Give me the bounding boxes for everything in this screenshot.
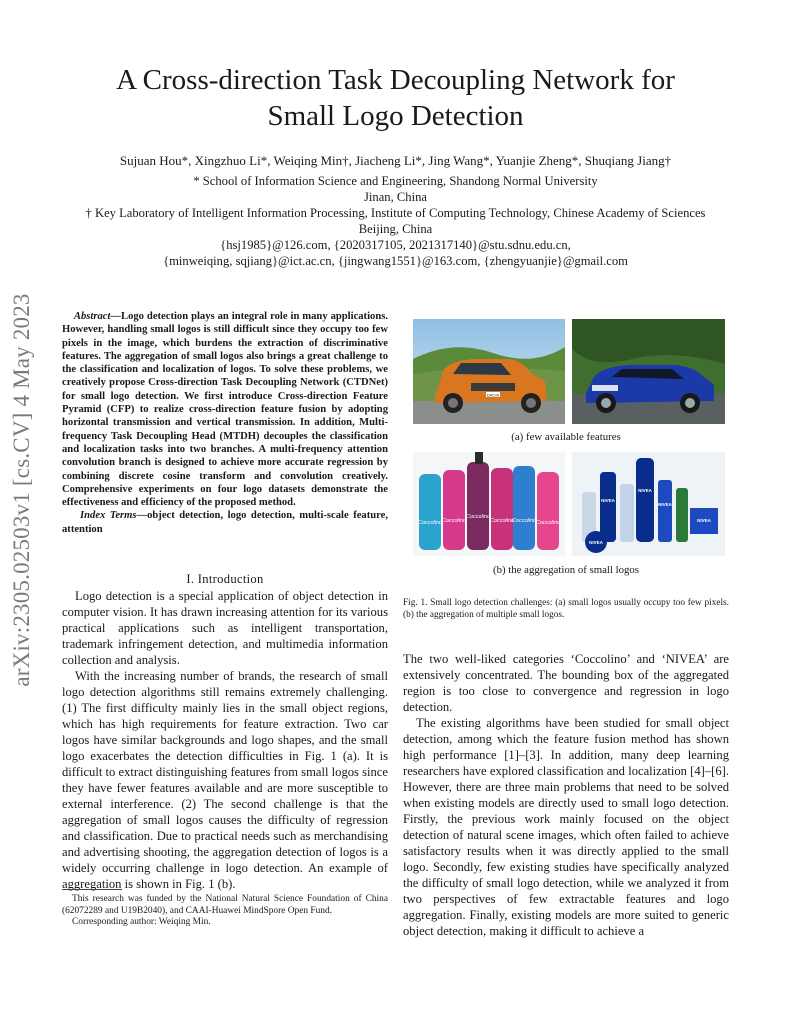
subfigure-caption-a: (a) few available features <box>511 431 621 443</box>
footnote <box>62 894 388 929</box>
abstract-heading: Abstract <box>73 311 111 322</box>
figure-image-orange-suv <box>413 319 565 424</box>
abstract <box>62 310 388 536</box>
bottle-label-2: Coccolino <box>441 518 467 524</box>
figure-image-blue-sedan <box>572 319 725 424</box>
title-line-1: A Cross-direction Task Decoupling Network for <box>116 64 675 96</box>
figure-image-nivea-products <box>572 452 725 556</box>
arxiv-id: arXiv:2305.02503v1 [cs.CV] 4 May 2023 <box>9 293 34 687</box>
intro-paragraph-3: The two well-liked categories ‘Coccolino’ and ‘NIVEA’ are extensively concentrated. The bounding box of the aggregated region is too close to convergence and regression in logo detection. <box>403 652 729 714</box>
bottle-label-1: Coccolino <box>417 520 443 526</box>
author-list: Sujuan Hou*, Xingzhuo Li*, Weiqing Min†, Jiacheng Li*, Jing Wang*, Yuanjie Zheng*, Shuqiang Jiang† <box>119 153 672 168</box>
footnote-funding: This research was funded by the National Natural Science Foundation of China (62072289 and U19B2040), and CAAI-Huawei MindSpore Open Fund. <box>62 894 388 916</box>
bottle-label-4: Coccolino <box>489 518 515 524</box>
figure-caption: Fig. 1. Small logo detection challenges: (a) small logos usually occupy too few pixels. (b) the aggregation of multiple small logos. <box>403 598 729 620</box>
intro-left-column <box>62 588 388 892</box>
affiliation-1: * School of Information Science and Engineering, Shandong Normal University <box>193 174 598 188</box>
email-line-1: {hsj1985}@126.com, {2020317105, 2021317140}@stu.sdnu.edu.cn, <box>220 238 571 252</box>
footnote-corresponding: Corresponding author: Weiqing Min. <box>72 917 211 928</box>
intro-paragraph-4: The existing algorithms have been studied for small object detection, among which the feature fusion method has shown high performance [1]–[3]. In addition, many deep learning researchers have explored classification and localization [4]–[6]. However, there are three main problems that need to be solved when existing models are directly used to small logo detection. Firstly, the previous work mainly focused on the object detection of natural scene images, which often failed to achieve satisfactory results when it was directly applied to the small logo. Secondly, few existing studies have specifically analyzed the difficulty of small logo detection, while we analyzed it from two perspectives of few extractable features and logo aggregation. Finally, existing models are more suited to generic object detection, making it difficult to achieve a <box>403 716 729 938</box>
abstract-text: —Logo detection plays an integral role in many applications. However, handling small logos is still difficult since they occupy too few pixels in the image, which burdens the extraction of discriminative features. The aggregation of small logos also brings a great challenge to the classification and localization of logos. To solve these problems, we creatively propose Cross-direction Task Decoupling Network (CTDNet) for small logo detection. We first introduce Cross-direction Feature Pyramid (CFP) to realize cross-direction feature fusion by adopting horizontal transmission and vertical transmission. In addition, Multi-frequency Task Decoupling Head (MTDH) decouples the classification and localization tasks into two branches. A multi-frequency attention convolution branch is designed to achieve more accurate regression by combining discrete cosine transform and convolution creatively. Comprehensive experiments on four logo datasets demonstrate the effectiveness and efficiency of the proposed method. <box>62 311 388 509</box>
section-heading-introduction: I. Introduction <box>186 572 264 586</box>
car-plate-text: DACIA <box>486 392 500 398</box>
intro-right-column <box>403 651 729 939</box>
arxiv-stamp <box>2 265 42 715</box>
nivea-label-5: NIVEA <box>589 540 603 545</box>
paper-title <box>40 62 751 134</box>
nivea-label-4: NIVEA <box>697 518 711 523</box>
intro-paragraph-1: Logo detection is a special application of object detection in computer vision. It has drawn increasing attention for its various practical applications such as intelligent transportation, trademark infringement detection, and multimedia information collection and analysis. <box>62 589 388 667</box>
intro-paragraph-2: With the increasing number of brands, the research of small logo detection algorithms still remains extremely challenging. (1) The first difficulty mainly lies in the small object regions, which has high requirements for feature extraction. Two car logos have similar backgrounds and logo shapes, and the small logo exacerbates the detection difficulties in Fig. 1 (a). It is difficult to extract distinguishing features from small logos since they have fewer features available and are more susceptible to external interference. (2) The second challenge is that the aggregation of small logos causes the difficulty of regression and classification. Due to practical needs such as merchandising and advertising shooting, the aggregation detection of logos is a widely occurring challenge in logo detection. An example of aggregation is shown in Fig. 1 (b). <box>62 669 388 891</box>
affiliation-2: † Key Laboratory of Intelligent Information Processing, Institute of Computing Technology, Chinese Academy of Sciences <box>85 206 706 220</box>
footnote-rule <box>62 889 122 890</box>
affiliation-1-city: Jinan, China <box>364 190 427 204</box>
nivea-label-3: NIVEA <box>658 502 672 507</box>
nivea-label-2: NIVEA <box>638 488 652 493</box>
index-terms-heading: Index Terms <box>80 510 137 522</box>
nivea-label-1: NIVEA <box>601 498 615 503</box>
figure-image-coccolino-bottles <box>413 452 565 556</box>
index-terms-text: —object detection, logo detection, multi-scale feature, attention <box>62 510 388 535</box>
title-line-2: Small Logo Detection <box>267 100 524 132</box>
bottle-label-3: Coccolino <box>465 514 491 520</box>
email-line-2: {minweiqing, sqjiang}@ict.ac.cn, {jingwang1551}@163.com, {zhengyuanjie}@gmail.com <box>163 254 628 268</box>
bottle-label-6: Coccolino <box>535 520 561 526</box>
affiliation-2-city: Beijing, China <box>358 222 433 236</box>
subfigure-caption-b: (b) the aggregation of small logos <box>492 564 640 576</box>
bottle-label-5: Coccolino <box>511 518 537 524</box>
